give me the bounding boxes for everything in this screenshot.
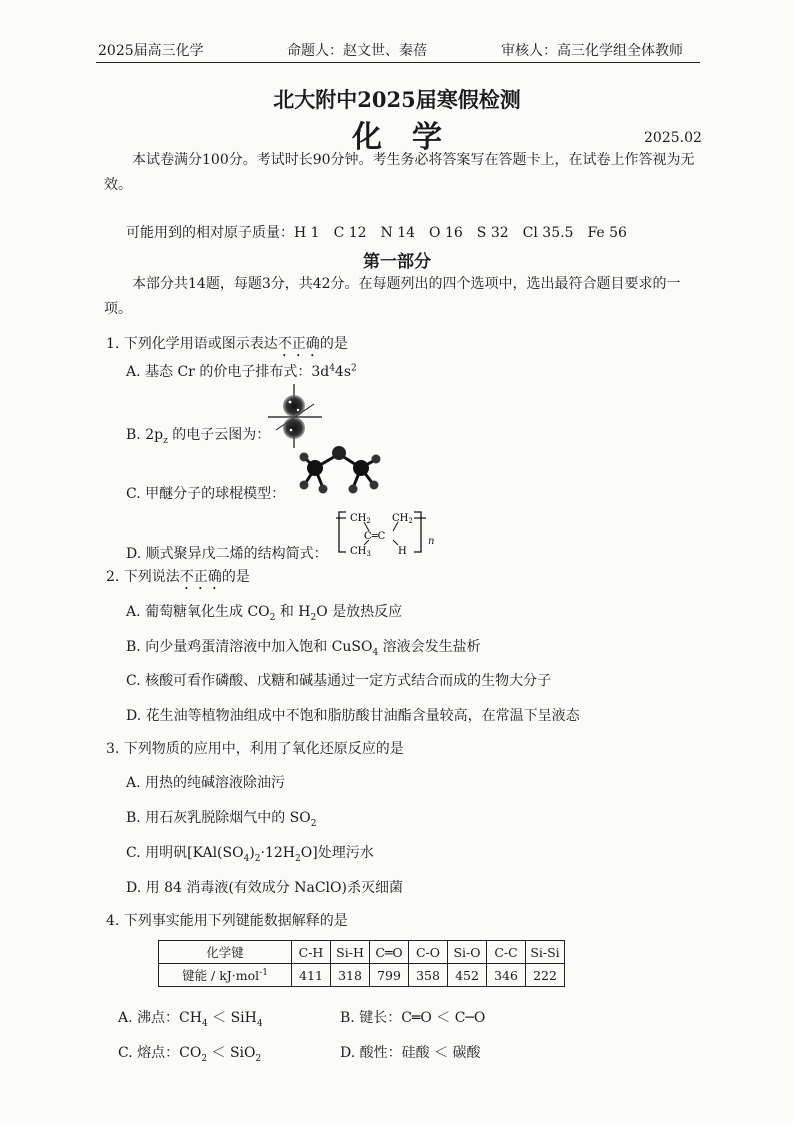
energy-cell: 358 [409, 964, 448, 987]
energy-row [159, 964, 565, 987]
atomic-mass-line: 可能用到的相对原子质量：H 1 C 12 N 14 O 16 S 32 Cl 35.5 Fe 56 [126, 225, 627, 241]
formula-ch2-left: $CH_2$ [350, 513, 371, 525]
exam-instructions: 本试卷满分100分。考试时长90分钟。考生务必将答案写在答题卡上，在试卷上作答视为无效。 [104, 152, 695, 193]
header-divider [96, 62, 700, 63]
q3-option-a: A. 用热的纯碱溶液除油污 [126, 775, 286, 791]
bond-cell: C-O [409, 941, 448, 964]
q2-option-c: C. 核酸可看作磷酸、戊糖和碱基通过一定方式结合而成的生物大分子 [126, 673, 552, 689]
q2-option-d: D. 花生油等植物油组成中不饱和脂肪酸甘油酯含量较高，在常温下呈液态 [126, 708, 580, 724]
formula-n: n [428, 536, 435, 547]
energy-cell: 799 [370, 964, 409, 987]
q1-emphasis: 不正确 [277, 336, 320, 352]
q1-option-b: B. $2p_z$ 的电子云图为： [126, 427, 271, 446]
q3-option-c: C. 用明矾$[KAl(SO_4)_2\cdot 12H_2O]$处理污水 [126, 845, 374, 864]
formula-ch2-right: $CH_2$ [392, 513, 413, 525]
header-grade: 2025届高三化学 [98, 43, 204, 59]
bond-cell: Si-H [331, 941, 370, 964]
q2-option-a: A. 葡萄糖氧化生成 $CO_2$ 和 $H_2O$ 是放热反应 [126, 604, 403, 623]
bond-cell: C-C [487, 941, 526, 964]
bond-row-label: 化学键 [159, 941, 292, 964]
formula-h: H [398, 546, 407, 557]
bond-energy-table [158, 940, 565, 987]
energy-cell: 452 [448, 964, 487, 987]
q2-emphasis: 不正确 [179, 569, 222, 585]
header-reviewer: 审核人：高三化学组全体教师 [501, 43, 683, 59]
part-instructions: 本部分共14题，每题3分，共42分。在每题列出的四个选项中，选出最符合题目要求的一项。 [104, 276, 681, 317]
bond-cell: C-H [292, 941, 331, 964]
energy-cell: 222 [526, 964, 565, 987]
energy-cell: 346 [487, 964, 526, 987]
q4-option-a: A. 沸点：$CH_4 < SiH_4$ [118, 1010, 263, 1029]
exam-title: 北大附中2025届寒假检测 [273, 87, 521, 112]
q1-option-d: D. 顺式聚异戊二烯的结构简式： [126, 546, 328, 562]
bond-row [159, 941, 565, 964]
q1-option-c: C. 甲醚分子的球棍模型： [126, 486, 286, 502]
q3-stem: 3. 下列物质的应用中，利用了氧化还原反应的是 [106, 741, 404, 757]
bond-cell: Si-Si [526, 941, 565, 964]
q4-option-b: B. 键长：C═O ＜ C─O [340, 1010, 486, 1026]
part-title: 第一部分 [363, 252, 431, 272]
energy-cell: 318 [331, 964, 370, 987]
q3-option-b: B. 用石灰乳脱除烟气中的 $SO_2$ [126, 810, 317, 829]
formula-ch3: $CH_3$ [350, 546, 371, 558]
q2-option-b: B. 向少量鸡蛋清溶液中加入饱和 CuSO$_4$ 溶液会发生盐析 [126, 639, 481, 658]
q4-stem: 4. 下列事实能用下列键能数据解释的是 [106, 913, 348, 929]
q3-option-d: D. 用 84 消毒液(有效成分 NaClO)杀灭细菌 [126, 880, 403, 896]
header-author: 命题人：赵文世、秦蓓 [287, 43, 427, 59]
q4-option-d: D. 酸性：硅酸 ＜ 碳酸 [340, 1045, 481, 1061]
bond-cell: C═O [370, 941, 409, 964]
subject-title: 化学 [352, 120, 472, 155]
q4-option-c: C. 熔点：$CO_2 < SiO_2$ [118, 1045, 262, 1064]
cis-polyisoprene-formula [336, 506, 426, 558]
energy-row-label: 键能 / kJ·mol$^{-1}$ [159, 964, 292, 987]
dimethyl-ether-ball-stick-model [295, 438, 387, 504]
q2-stem: 2. 下列说法不正确的是 [106, 569, 250, 585]
formula-double-bond: C═C [364, 531, 386, 542]
energy-cell: 411 [292, 964, 331, 987]
q1-option-a: A. 基态 Cr 的价电子排布式：$3d^44s^2$ [126, 363, 357, 380]
exam-date: 2025.02 [644, 130, 702, 146]
q1-stem: 1. 下列化学用语或图示表达不正确的是 [106, 336, 348, 352]
bond-cell: Si-O [448, 941, 487, 964]
